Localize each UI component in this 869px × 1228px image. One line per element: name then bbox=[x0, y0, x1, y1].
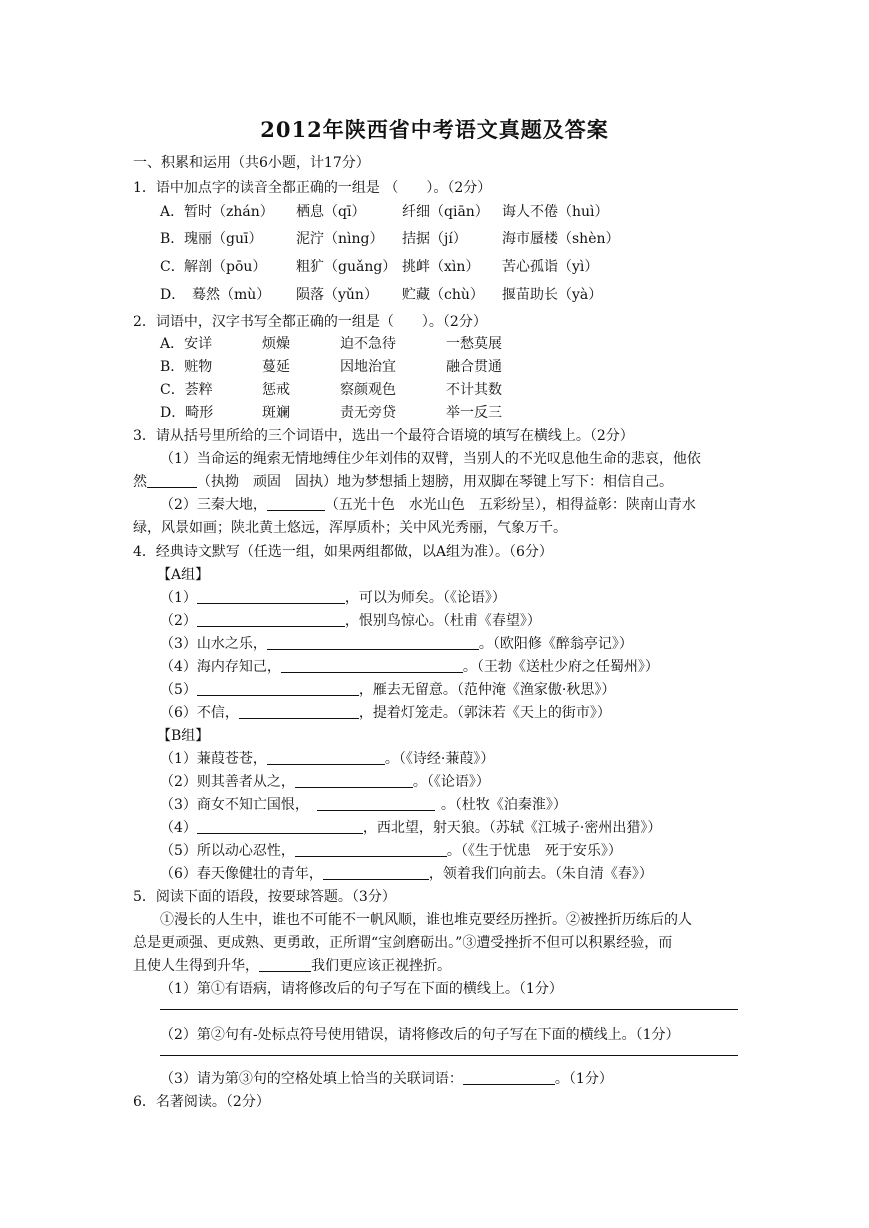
answer-blank[interactable] bbox=[239, 704, 359, 719]
group-a-item-6: （6）不信， ，提着灯笼走。（郭沫若《天上的街市》） bbox=[160, 705, 611, 721]
answer-blank[interactable] bbox=[267, 750, 385, 765]
question-5-sub-2: （2）第②句有-处标点符号使用错误，请将修改后的句子写在下面的横线上。（1分） bbox=[160, 1027, 680, 1043]
answer-blank[interactable] bbox=[259, 957, 311, 972]
answer-blank[interactable] bbox=[281, 658, 463, 673]
group-a-item-2: （2） ，恨别鸟惊心。（杜甫《春望》） bbox=[160, 613, 541, 629]
group-b-item-1: （1）蒹葭苍苍， 。（《诗经·蒹葭》） bbox=[160, 751, 495, 767]
answer-blank[interactable] bbox=[463, 1070, 555, 1085]
answer-line[interactable] bbox=[160, 1055, 738, 1056]
question-3-stem: 3．请从括号里所给的三个词语中，选出一个最符合语境的填写在横线上。（2分） bbox=[133, 428, 634, 444]
option-c: C．荟粹 惩戒 察颜观色 不计其数 bbox=[160, 382, 502, 398]
group-a-item-5: （5） ，雁去无留意。（范仲淹《渔家傲·秋思》） bbox=[160, 682, 616, 698]
question-6-stem: 6．名著阅读。（2分） bbox=[133, 1094, 270, 1110]
group-b-item-5: （5）所以动心忍性， 。（《生于忧患 死于安乐》） bbox=[160, 843, 622, 859]
answer-blank[interactable] bbox=[295, 842, 447, 857]
option-b: B．赃物 蔓延 因地治宜 融合贯通 bbox=[160, 359, 502, 375]
group-a-item-1: （1） ，可以为师矣。（《论语》） bbox=[160, 590, 506, 606]
option-a: A．安详 烦燥 迫不急待 一愁莫展 bbox=[160, 336, 502, 352]
section-heading: 一、积累和运用（共6小题，计17分） bbox=[133, 155, 370, 171]
group-a-label: 【A组】 bbox=[157, 567, 210, 583]
answer-blank[interactable] bbox=[267, 635, 479, 650]
option-b: B．瑰丽（guī） 泥泞（nìng） 拮据（jí） 海市蜃楼（shèn） bbox=[160, 231, 620, 247]
group-b-item-2: （2）则其善者从之， 。（《论语》） bbox=[160, 774, 490, 790]
answer-blank[interactable] bbox=[323, 865, 429, 880]
answer-blank[interactable] bbox=[197, 819, 363, 834]
group-a-item-3: （3）山水之乐， 。（欧阳修《醉翁亭记》） bbox=[160, 636, 633, 652]
question-1-stem: 1．语中加点字的读音全都正确的一组是 （ ）。（2分） bbox=[133, 180, 492, 196]
option-a: A．暂时（zhán） 栖息（qī） 纤细（qiān） 诲人不倦（huì） bbox=[160, 204, 609, 220]
question-3-part-1: （1）当命运的绳索无情地缚住少年刘伟的双臂，当别人的不光叹息他生命的悲哀，他依 bbox=[160, 451, 701, 467]
group-a-item-4: （4）海内存知己， 。（王勃《送杜少府之任蜀州》） bbox=[160, 659, 659, 675]
question-3-part-2-cont: 绿，风景如画；陕北黄土悠远，浑厚质朴；关中风光秀丽，气象万千。 bbox=[133, 520, 567, 536]
group-b-label: 【B组】 bbox=[157, 728, 210, 744]
question-5-sub-3: （3）请为第③句的空格处填上恰当的关联词语： 。（1分） bbox=[160, 1071, 613, 1087]
answer-blank[interactable] bbox=[197, 589, 345, 604]
question-5-stem: 5．阅读下面的语段，按要球答题。（3分） bbox=[133, 889, 396, 905]
passage-line: 且使人生得到升华， 我们更应该正视挫折。 bbox=[133, 958, 451, 974]
question-2-stem: 2．词语中，汉字书写全都正确的一组是（ ）。（2分） bbox=[133, 314, 487, 330]
question-3-part-1-cont: 然 （执拗 顽固 固执）地为梦想插上翅膀，用双脚在琴键上写下：相信自己。 bbox=[133, 474, 673, 490]
option-d: D． 蓦然（mù） 陨落（yǔn） 贮藏（chù） 揠苗助长（yà） bbox=[160, 287, 603, 303]
question-5-sub-1: （1）第①有语病，请将修改后的句子写在下面的横线上。（1分） bbox=[160, 981, 563, 997]
answer-line[interactable] bbox=[160, 1009, 738, 1010]
option-d: D．畸形 斑斓 责无旁贷 举一反三 bbox=[160, 405, 502, 421]
group-b-item-4: （4） ，西北望，射天狼。（苏轼《江城子·密州出猎》） bbox=[160, 820, 662, 836]
passage-line: ①漫长的人生中，谁也不可能不一帆风顺，谁也堆克要经历挫折。②被挫折历练后的人 bbox=[160, 912, 692, 928]
answer-blank[interactable] bbox=[197, 612, 345, 627]
group-b-item-6: （6）春天像健壮的青年， ，领着我们向前去。（朱自清《春》） bbox=[160, 866, 653, 882]
question-4-stem: 4．经典诗文默写（任选一组，如果两组都做，以A组为准）。（6分） bbox=[133, 544, 553, 560]
answer-blank[interactable] bbox=[267, 496, 325, 511]
page-title: 2012年陕西省中考语文真题及答案 bbox=[260, 117, 609, 142]
answer-blank[interactable] bbox=[197, 681, 359, 696]
answer-blank[interactable] bbox=[147, 473, 197, 488]
passage-line: 总是更顽强、更成熟、更勇敢，正所谓“宝剑磨砺出。”③遭受挫折不但可以积累经验，而 bbox=[133, 935, 673, 951]
group-b-item-3: （3）商女不知亡国恨， 。（杜牧《泊秦淮》） bbox=[160, 797, 567, 813]
answer-blank[interactable] bbox=[295, 773, 413, 788]
option-c: C．解剖（pōu） 粗犷（guǎng） 挑衅（xìn） 苦心孤诣（yì） bbox=[160, 259, 599, 275]
question-3-part-2: （2）三秦大地， （五光十色 水光山色 五彩纷呈），相得益彰：陕南山青水 bbox=[160, 497, 696, 513]
answer-blank[interactable] bbox=[317, 796, 435, 811]
